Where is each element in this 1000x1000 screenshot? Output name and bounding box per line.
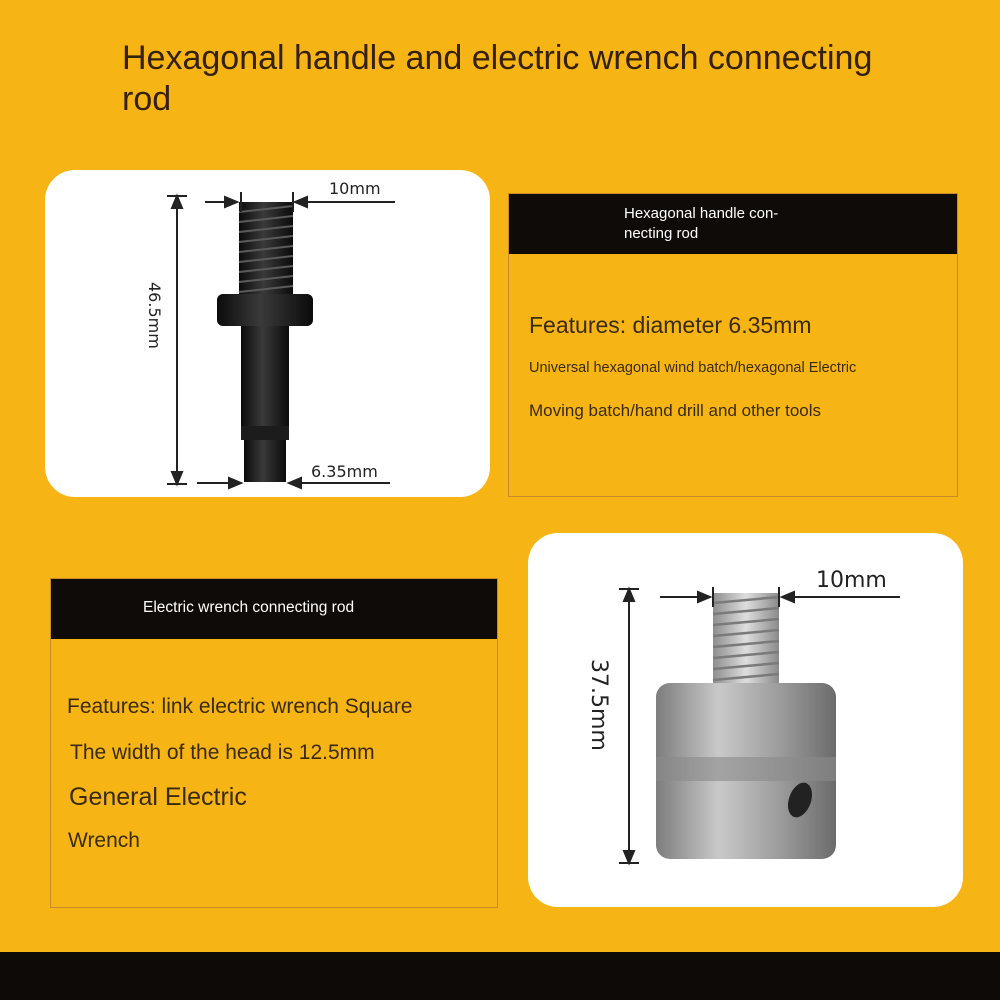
feature-line-1: Universal hexagonal wind batch/hexagonal Electric xyxy=(529,360,857,376)
hex-rod-feature-panel xyxy=(508,193,958,497)
panel-header xyxy=(509,194,957,254)
dim-length-label: 37.5mm xyxy=(586,659,611,751)
dim-shank-label: 6.35mm xyxy=(311,462,378,481)
feature-line-1: Features: link electric wrench Square xyxy=(67,695,413,718)
dim-thread-label: 10mm xyxy=(329,179,381,198)
page-title: Hexagonal handle and electric wrench connecting rod xyxy=(122,39,873,118)
hex-rod-image-card xyxy=(45,170,490,497)
wrench-rod-feature-panel xyxy=(50,578,498,908)
panel-header xyxy=(51,579,497,639)
hex-shank-adapter-icon xyxy=(45,170,490,497)
bottom-bar xyxy=(0,952,1000,1000)
feature-line-2: Moving batch/hand drill and other tools xyxy=(529,401,822,420)
panel-header-title: Electric wrench connecting rod xyxy=(143,599,355,616)
wrench-rod-image-card xyxy=(528,533,963,907)
feature-line-2: The width of the head is 12.5mm xyxy=(70,741,375,764)
feature-line-4: Wrench xyxy=(68,829,140,852)
square-socket-adapter-icon xyxy=(528,533,963,907)
feature-line-3: General Electric xyxy=(69,783,247,811)
dim-thread-label: 10mm xyxy=(816,568,887,593)
panel-header-title: Hexagonal handle con- necting rod xyxy=(624,205,779,242)
feature-title: Features: diameter 6.35mm xyxy=(529,312,812,338)
dim-length-label: 46.5mm xyxy=(145,282,164,349)
